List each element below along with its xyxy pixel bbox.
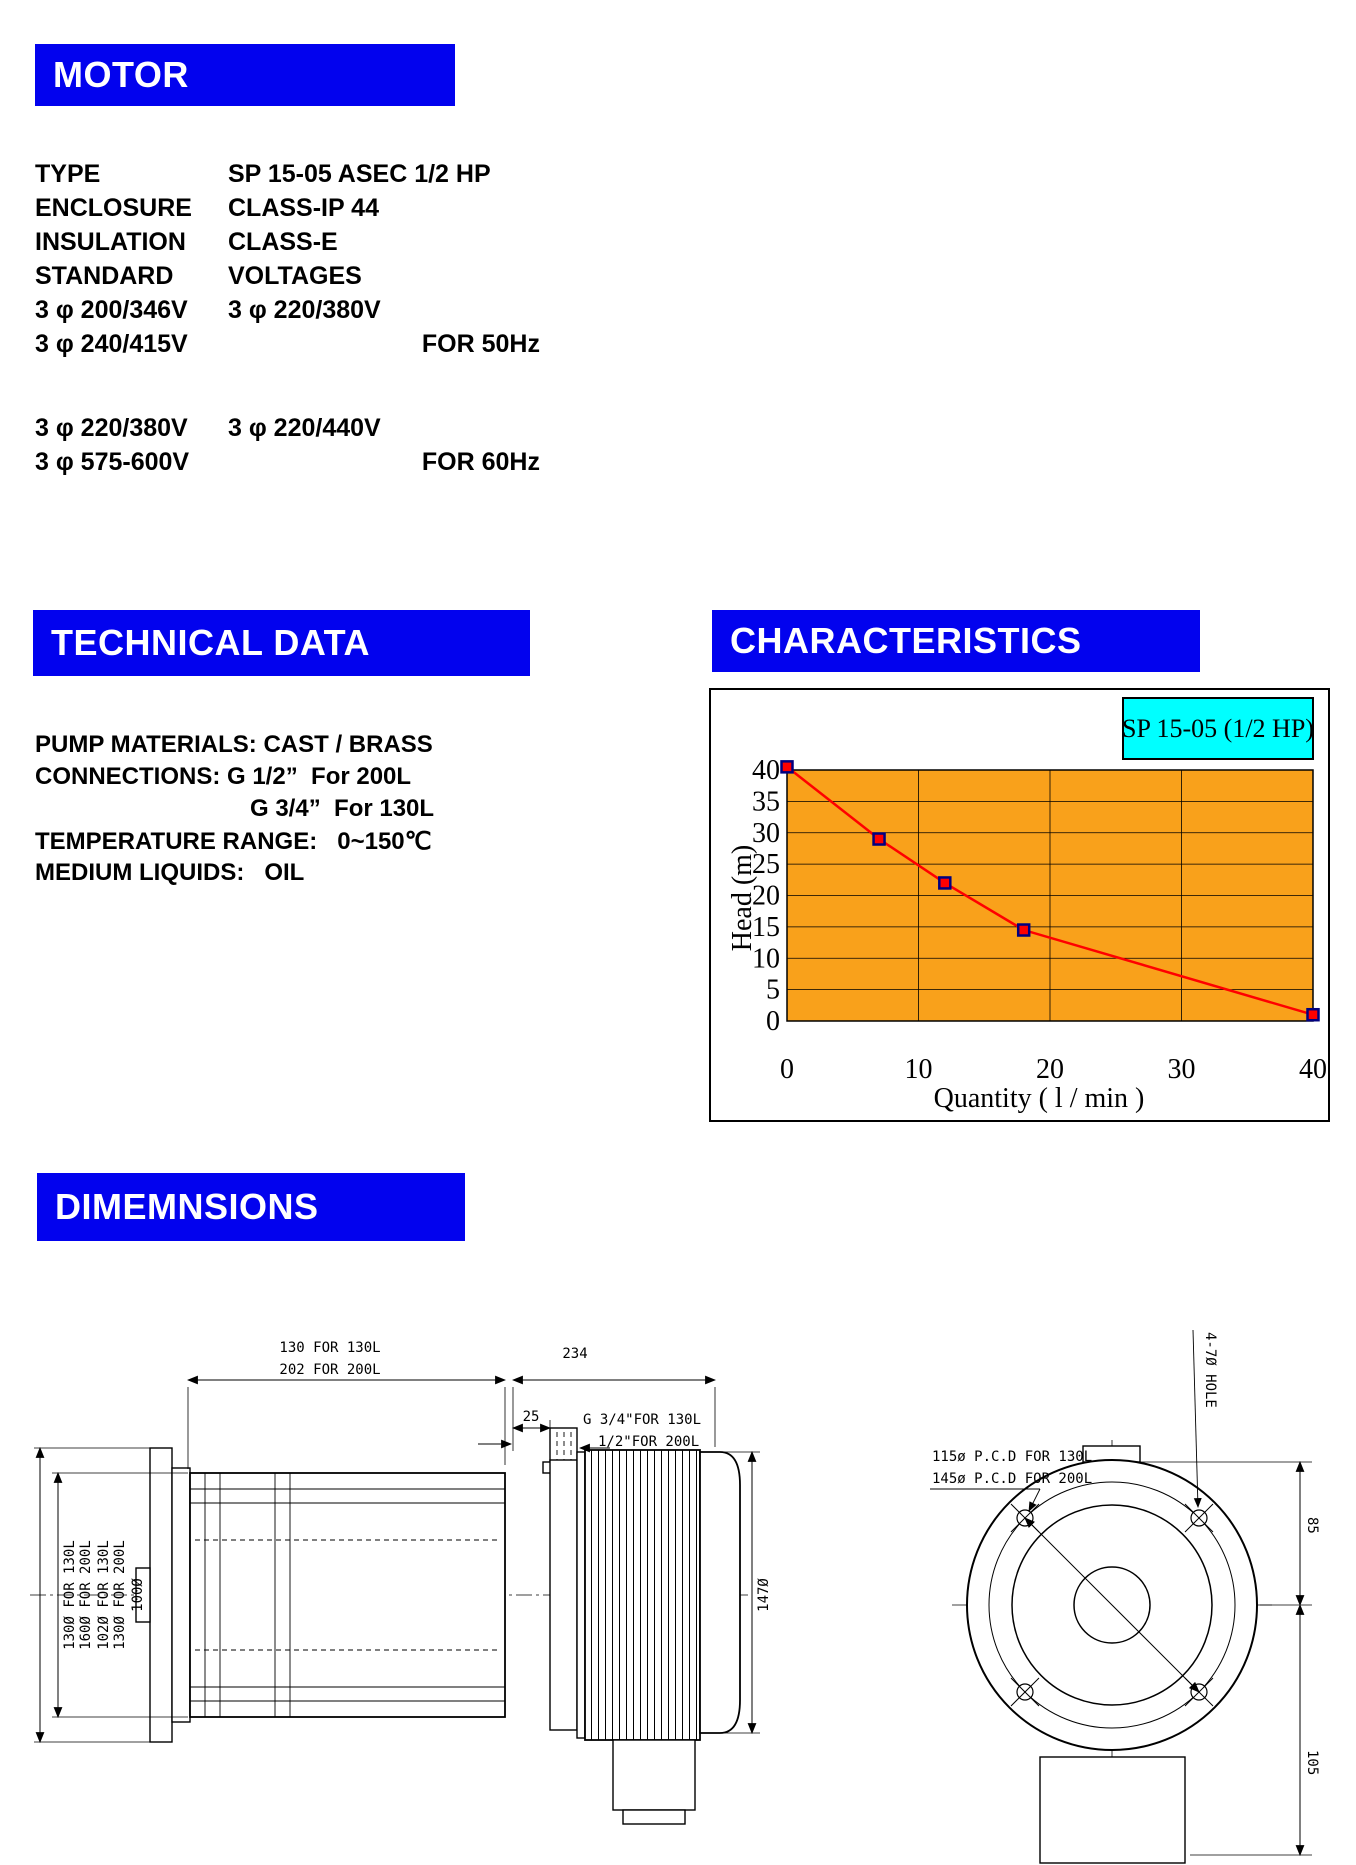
y-tick: 40	[752, 755, 780, 786]
motor-front-ring	[577, 1452, 585, 1738]
flange-od-label-1: 130Ø FOR 130L	[62, 1540, 78, 1650]
temperature-range-line: TEMPERATURE RANGE: 0~150℃	[35, 828, 432, 855]
connections-line-2: G 3/4” For 130L	[250, 795, 435, 822]
terminal-box-front	[1040, 1757, 1185, 1863]
motor-section-header	[35, 44, 455, 106]
pump-body	[190, 1473, 505, 1717]
flange-outline	[150, 1448, 172, 1742]
junction-bracket	[550, 1460, 577, 1730]
pump-length-dim-label-1: 130 FOR 130L	[279, 1340, 381, 1356]
spec-value: VOLTAGES	[228, 262, 362, 290]
y-tick: 20	[752, 880, 780, 912]
dim-105-label: 105	[1304, 1750, 1320, 1776]
motor-od-label: 147Ø	[756, 1578, 772, 1612]
performance-chart	[709, 688, 1330, 1122]
flange-step	[172, 1468, 190, 1722]
voltage-value: 3 φ 200/346V	[35, 296, 188, 324]
pump-materials-line: PUMP MATERIALS: CAST / BRASS	[35, 731, 433, 758]
motor-spec-row	[35, 262, 540, 296]
motor-voltage-row	[35, 448, 540, 482]
technical-data-section-header	[33, 610, 530, 676]
side-view-drawing	[30, 1340, 772, 1824]
motor-spec-row	[35, 228, 540, 262]
medium-liquids-line: MEDIUM LIQUIDS: OIL	[35, 859, 305, 886]
voltage-value: 3 φ 575-600V	[35, 448, 190, 476]
y-tick: 30	[752, 817, 780, 849]
dimensions-section-header	[37, 1173, 465, 1241]
bolt-hole-count-label: 4-7Ø HOLE	[1202, 1332, 1218, 1408]
y-tick: 10	[752, 943, 780, 975]
terminal-box-side	[613, 1740, 695, 1810]
motor-end-cap	[700, 1452, 740, 1733]
port-offset-dim-label: 25	[522, 1409, 540, 1425]
spec-value: CLASS-IP 44	[228, 194, 379, 222]
motor-body	[585, 1450, 700, 1740]
pcd-label-2: 145ø P.C.D FOR 200L	[932, 1471, 1093, 1487]
dim-85-label: 85	[1304, 1517, 1320, 1534]
motor-section-title: MOTOR	[53, 54, 189, 95]
dimension-drawing	[0, 1255, 1356, 1865]
chart-legend-label: SP 15-05 (1/2 HP)	[1122, 714, 1314, 743]
y-tick: 25	[752, 849, 780, 881]
pcd-label-1: 115ø P.C.D FOR 130L	[932, 1449, 1093, 1465]
y-axis-label: Head (m)	[727, 844, 758, 952]
voltage-value: 3 φ 220/380V	[228, 296, 381, 324]
dimensions-title: DIMEMNSIONS	[55, 1186, 319, 1227]
x-tick: 0	[780, 1054, 794, 1085]
voltage-value: 3 φ 240/415V	[35, 330, 188, 358]
spec-label: TYPE	[35, 160, 101, 188]
x-tick: 10	[904, 1054, 933, 1085]
motor-length-dim-label: 234	[562, 1346, 588, 1362]
y-tick: 15	[752, 911, 780, 943]
motor-spec-row	[35, 160, 540, 194]
x-tick: 40	[1299, 1054, 1327, 1085]
motor-spec-row	[35, 194, 540, 228]
hub-od-label: 100Ø	[130, 1578, 146, 1612]
x-tick: 20	[1036, 1054, 1064, 1085]
terminal-box-step	[623, 1810, 685, 1824]
frequency-60hz-label: FOR 60Hz	[421, 448, 540, 476]
motor-voltage-row	[35, 414, 540, 448]
frequency-50hz-label: FOR 50Hz	[421, 330, 540, 358]
pump-od-label-2: 130Ø FOR 200L	[112, 1540, 128, 1650]
voltage-value: 3 φ 220/380V	[35, 414, 188, 442]
technical-data-title: TECHNICAL DATA	[51, 622, 370, 663]
motor-voltage-row	[35, 330, 540, 364]
characteristics-section-header	[712, 610, 1200, 672]
pump-length-dim-label-2: 202 FOR 200L	[279, 1362, 381, 1378]
spec-label: STANDARD	[35, 262, 174, 290]
spec-value: CLASS-E	[228, 228, 338, 256]
characteristics-title: CHARACTERISTICS	[730, 620, 1082, 661]
front-view-drawing	[930, 1330, 1320, 1863]
spec-value: SP 15-05 ASEC 1/2 HP	[228, 160, 491, 188]
flange-od-label-2: 160Ø FOR 200L	[78, 1540, 94, 1650]
connections-line: CONNECTIONS: G 1/2” For 200L	[35, 763, 412, 790]
motor-voltage-row	[35, 296, 540, 330]
voltage-value: 3 φ 220/440V	[228, 414, 381, 442]
spec-label: ENCLOSURE	[35, 194, 192, 222]
port-thread-label-1: G 3/4"FOR 130L	[583, 1412, 702, 1428]
spec-label: INSULATION	[35, 228, 186, 256]
y-tick: 5	[766, 974, 780, 1006]
pump-od-label-1: 102Ø FOR 130L	[96, 1540, 112, 1650]
x-axis-label: Quantity ( l / min )	[933, 1083, 1145, 1114]
port-thread-label-2: 1/2"FOR 200L	[598, 1434, 700, 1450]
y-tick: 35	[752, 786, 780, 818]
y-tick: 0	[766, 1006, 780, 1037]
x-tick: 30	[1167, 1054, 1196, 1085]
